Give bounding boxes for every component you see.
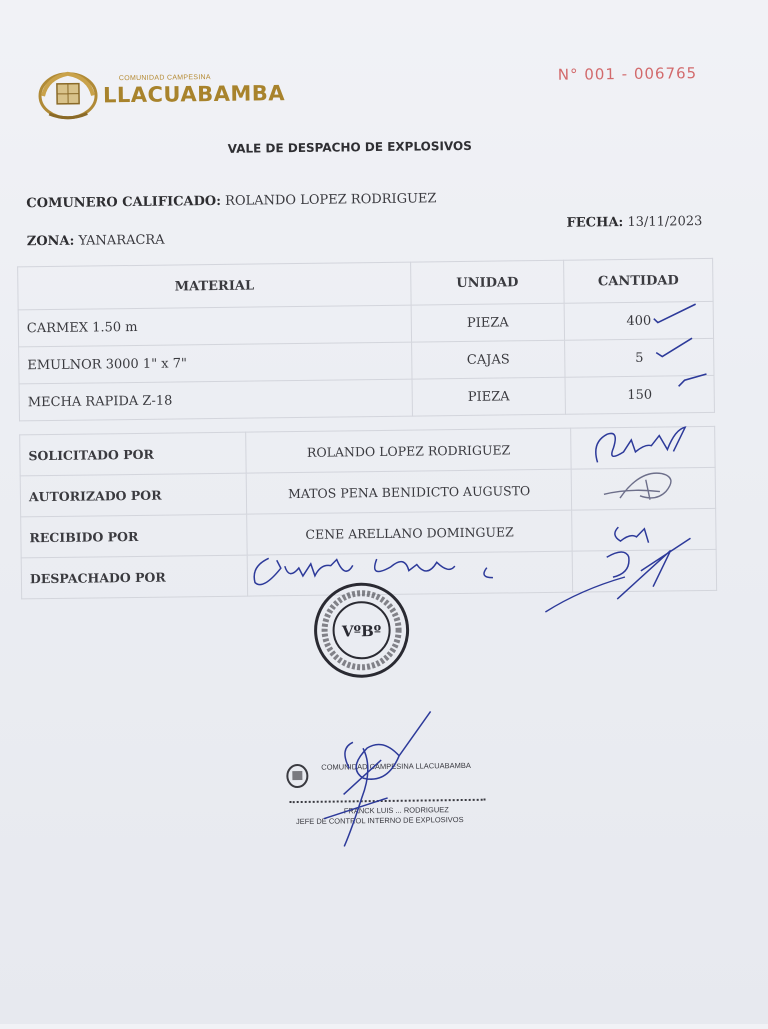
signature-cell: [571, 426, 715, 469]
vobo-stamp: [307, 580, 416, 681]
material-qty-value: 5: [635, 350, 644, 366]
org-small-label: COMUNIDAD CAMPESINA: [118, 74, 211, 83]
zona-line: [27, 233, 165, 250]
role-label: RECIBIDO POR: [21, 514, 248, 558]
footer-signer-role: JEFE DE CONTROL INTERNO DE EXPLOSIVOS: [295, 815, 464, 827]
material-qty: [565, 375, 714, 414]
header-cantidad: CANTIDAD: [564, 258, 714, 303]
person-name: ROLANDO LOPEZ RODRIGUEZ: [246, 428, 571, 473]
header-material: MATERIAL: [18, 262, 411, 310]
responsables-table: [19, 426, 717, 599]
footer-seal-icon: [285, 763, 309, 789]
org-name: LLACUABAMBA: [102, 81, 286, 108]
person-name: MATOS PENA BENIDICTO AUGUSTO: [246, 469, 571, 514]
signature-cell: [572, 508, 716, 551]
material-unit: PIEZA: [411, 303, 564, 342]
signature-line: [290, 799, 486, 803]
material-unit: CAJAS: [412, 340, 565, 379]
material-row: [19, 375, 714, 420]
footer-signer-name: FRANCK LUIS ... RODRIGUEZ: [343, 805, 449, 816]
person-name: CENE ARELLANO DOMINGUEZ: [247, 510, 572, 555]
signature-cell: [571, 467, 715, 510]
role-label: SOLICITADO POR: [20, 432, 247, 476]
material-qty: [564, 301, 713, 340]
comunero-label: COMUNERO CALIFICADO:: [26, 193, 222, 212]
header-unidad: UNIDAD: [411, 260, 565, 305]
material-qty-value: 150: [627, 387, 653, 403]
signature-cell: [572, 549, 716, 592]
document-number: N° 001 - 006765: [557, 64, 698, 84]
stamp-center-text: VºBº: [341, 621, 382, 641]
community-logo: [37, 69, 100, 122]
material-name: MECHA RAPIDA Z-18: [19, 379, 412, 421]
comunero-line: [26, 191, 436, 211]
zona-value: YANARACRA: [78, 232, 165, 249]
fecha-value: 13/11/2023: [627, 214, 703, 230]
material-name: EMULNOR 3000 1" x 7": [19, 342, 412, 384]
material-name: CARMEX 1.50 m: [18, 305, 411, 347]
material-qty: [565, 338, 714, 377]
signature-jefe: [303, 707, 445, 859]
comunero-value: ROLANDO LOPEZ RODRIGUEZ: [225, 191, 437, 209]
materials-table: [17, 258, 715, 421]
material-qty-value: 400: [626, 313, 652, 329]
footer-org-name: COMUNIDAD CAMPESINA LLACUABAMBA: [321, 760, 471, 772]
zona-label: ZONA:: [26, 233, 75, 250]
role-label: DESPACHADO POR: [21, 555, 248, 599]
material-unit: PIEZA: [412, 377, 565, 416]
fecha-line: [567, 214, 703, 231]
document-title: VALE DE DESPACHO DE EXPLOSIVOS: [227, 138, 472, 156]
role-label: AUTORIZADO POR: [20, 473, 247, 517]
fecha-label: FECHA:: [566, 215, 624, 231]
